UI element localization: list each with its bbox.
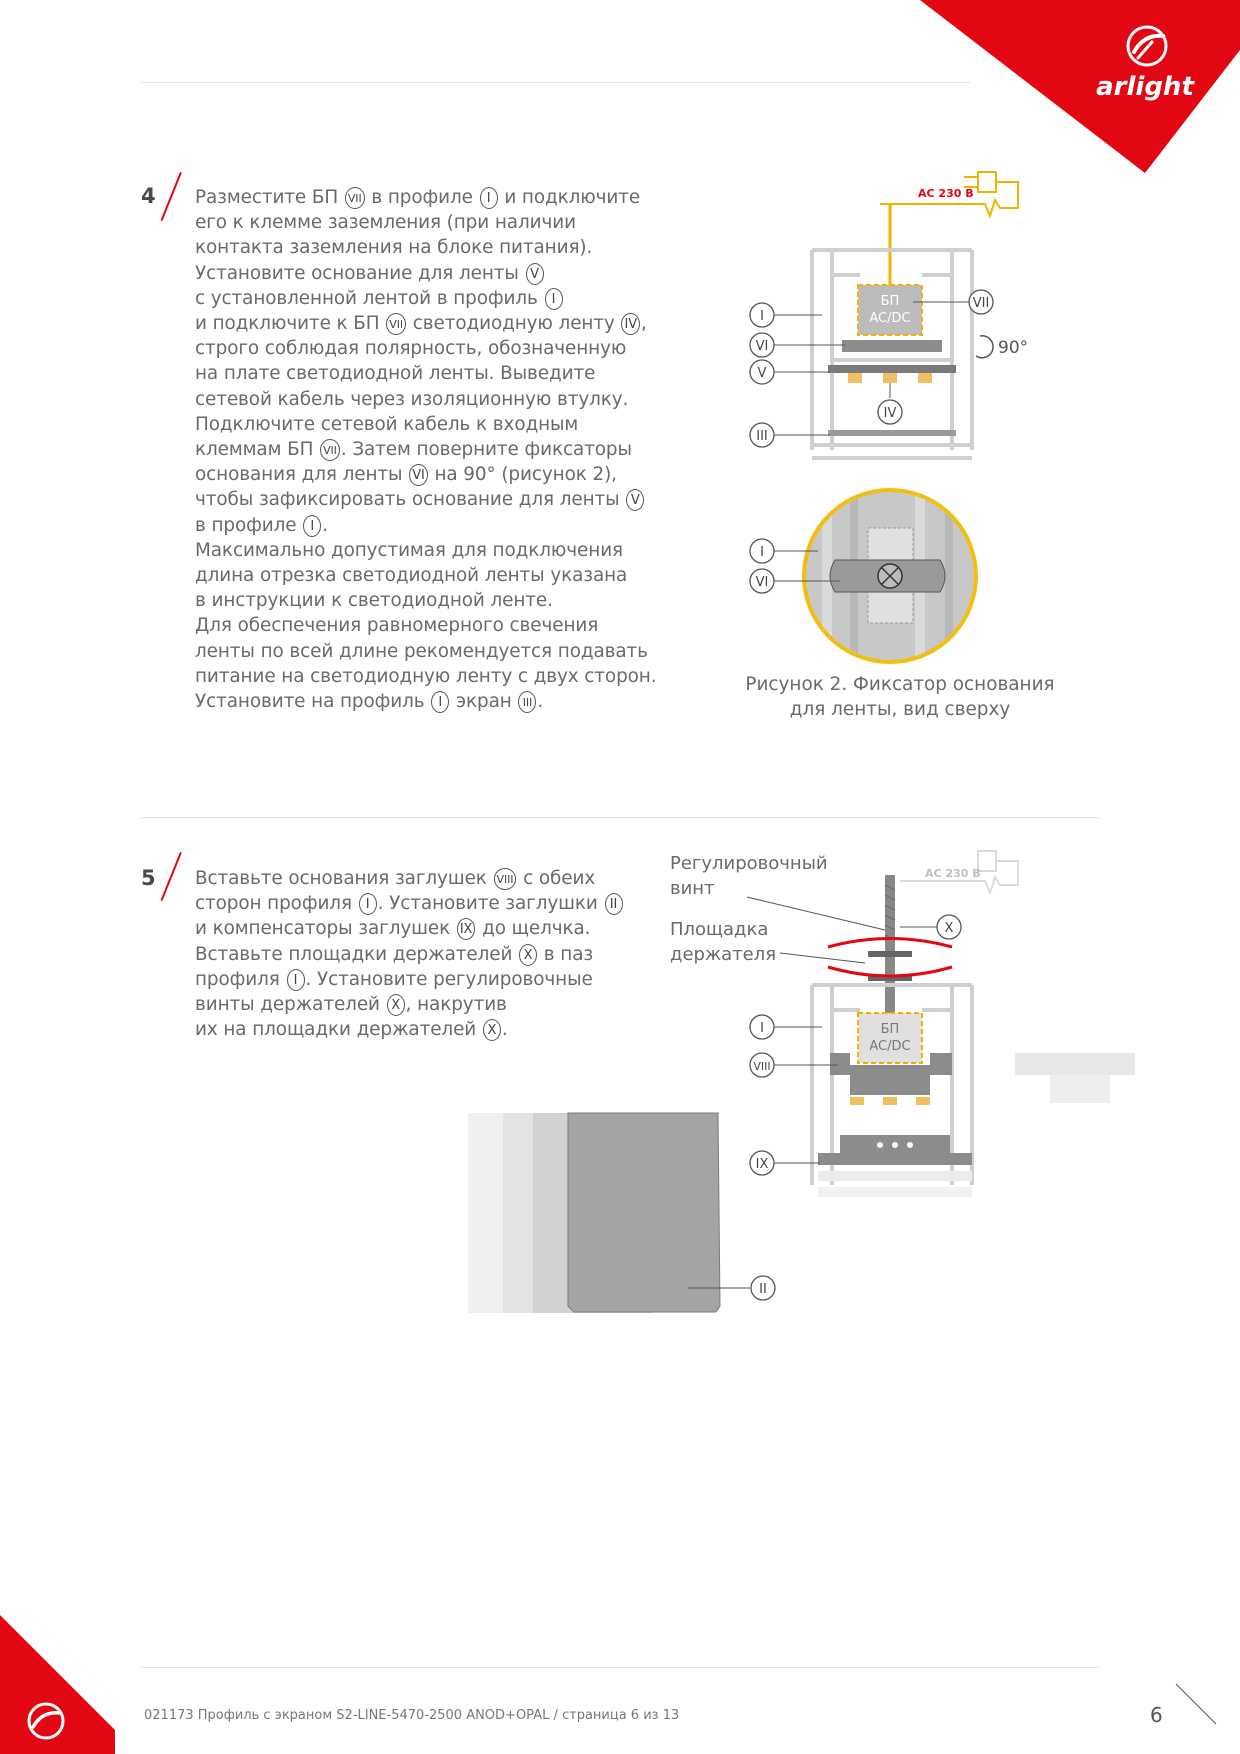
marker-I: I	[760, 1021, 764, 1036]
roman-numeral-marker: VI	[409, 464, 428, 486]
brand-corner	[920, 0, 1240, 175]
text-line: в инструкции к светодиодной ленте.	[195, 590, 553, 612]
roman-numeral-marker: V	[526, 263, 544, 285]
text-line: Установите на профиль I экран III .	[195, 691, 544, 713]
text-line: ленты по всей длине рекомендуется подавать	[195, 640, 648, 662]
marker-IV: IV	[883, 406, 897, 421]
roman-numeral-marker: I	[545, 288, 563, 310]
text-line: Разместите БП VII в профиле I и подключите	[195, 187, 641, 208]
step-slash-4	[161, 172, 182, 221]
text-line: Подключите сетевой кабель к входным	[195, 413, 579, 435]
text-line: основания для ленты VI на 90° (рисунок 2),	[195, 464, 617, 486]
pad-label: Площадка держателя	[670, 919, 777, 965]
roman-numeral-marker: V	[626, 489, 644, 511]
ac-voltage-label: AC 230 В	[918, 187, 974, 200]
marker-V: V	[757, 366, 767, 381]
text-line: сторон профиля I . Установите заглушки II	[195, 891, 624, 916]
text-line: Максимально допустимая для подключения	[195, 539, 624, 561]
step-number-4: 4	[141, 184, 156, 208]
step5-text	[195, 866, 624, 1042]
roman-numeral-marker: VII	[345, 187, 365, 209]
roman-numeral-marker: I	[359, 893, 377, 915]
fig2-marker-I: I	[760, 545, 764, 560]
text-line: Установите основание для ленты V	[195, 261, 656, 286]
marker-VI: VI	[755, 339, 769, 354]
psu-label-2: AC/DC	[869, 311, 911, 326]
screw-label: Регулировочный винт	[670, 853, 828, 899]
psu-block	[858, 285, 922, 335]
ac-voltage-label-faded: AC 230 В	[925, 867, 981, 880]
psu-label-2: AC/DC	[869, 1039, 911, 1054]
text-line: контакта заземления на блоке питания).	[195, 237, 593, 259]
text-line: сетевой кабель через изоляционную втулку.	[195, 388, 629, 410]
text-line: с установленной лентой в профиль I	[195, 286, 656, 311]
step4-profile-diagram	[740, 160, 1060, 470]
marker-I: I	[760, 309, 764, 324]
roman-numeral-marker: X	[387, 994, 405, 1016]
end-cap-ii	[568, 1113, 720, 1312]
text-line: профиля I . Установите регулировочные	[195, 968, 593, 990]
top-rule	[140, 82, 970, 83]
marker-VII: VII	[972, 296, 990, 311]
section-divider	[140, 817, 1100, 818]
roman-numeral-marker: I	[431, 691, 449, 713]
marker-II: II	[759, 1282, 767, 1297]
end-cap-panel	[468, 1110, 788, 1320]
text-line: клеммам БП VII . Затем поверните фиксаторы	[195, 439, 632, 461]
fig2-marker-VI: VI	[755, 575, 769, 590]
rotation-label: 90°	[998, 338, 1029, 358]
roman-numeral-marker: IV	[621, 313, 640, 335]
text-line: и подключите к БП VII светодиодную ленту IV ,	[195, 313, 647, 335]
text-line: в профиле I .	[195, 514, 328, 536]
text-line: питание на светодиодную ленту с двух сторон.	[195, 665, 657, 687]
text-line: его к клемме заземления (при наличии	[195, 212, 576, 234]
text-line: Вставьте основания заглушек VIII с обеих	[195, 868, 596, 889]
marker-X: X	[944, 921, 954, 936]
roman-numeral-marker: IX	[457, 918, 476, 940]
step-number-5: 5	[141, 866, 156, 890]
marker-VIII: VIII	[753, 1060, 771, 1073]
text-line: и компенсаторы заглушек IX до щелчка.	[195, 918, 591, 940]
roman-numeral-marker: I	[287, 969, 305, 991]
roman-numeral-marker: II	[605, 893, 623, 915]
text-line: чтобы зафиксировать основание для ленты V	[195, 487, 656, 512]
step4-text	[195, 185, 656, 714]
psu-label-1: БП	[880, 1022, 900, 1037]
text-line: их на площадки держателей X .	[195, 1019, 508, 1041]
text-line: Для обеспечения равномерного свечения	[195, 615, 599, 637]
arlight-logo-text: arlight	[1096, 72, 1194, 102]
compensator	[818, 1135, 972, 1165]
text-line: длина отрезка светодиодной ленты указана	[195, 565, 628, 587]
text-line: винты держателей X , накрутив	[195, 994, 507, 1016]
figure2-detail	[740, 488, 990, 668]
psu-label-1: БП	[880, 294, 900, 309]
figure2-caption: Рисунок 2. Фиксатор основания для ленты, вид сверху	[745, 674, 1055, 720]
profile-outline	[812, 250, 972, 458]
roman-numeral-marker: VIII	[494, 868, 517, 890]
rotate-arrow-icon	[976, 336, 993, 358]
marker-III: III	[756, 429, 768, 444]
page-number: 6	[1150, 1703, 1163, 1727]
roman-numeral-marker: VII	[386, 313, 406, 335]
footer-brand-corner	[0, 1615, 120, 1754]
text-line: Вставьте площадки держателей X в паз	[195, 943, 594, 965]
text-line: строго соблюдая полярность, обозначенную	[195, 338, 627, 360]
page-number-slash	[1172, 1680, 1222, 1730]
text-line: на плате светодиодной ленты. Выведите	[195, 363, 596, 385]
psu-block	[858, 1013, 922, 1063]
marker-IX: IX	[755, 1157, 769, 1172]
roman-numeral-marker: I	[303, 515, 321, 537]
tape-base	[842, 340, 942, 352]
step-slash-5	[161, 852, 182, 901]
roman-numeral-marker: X	[519, 944, 537, 966]
roman-numeral-marker: I	[480, 187, 498, 209]
roman-numeral-marker: X	[483, 1019, 501, 1041]
label-leaders	[740, 880, 900, 990]
footer-rule	[140, 1667, 1100, 1668]
footer-document-info: 021173 Профиль с экраном S2-LINE-5470-2500 ANOD+OPAL / страница 6 из 13	[144, 1708, 680, 1723]
screen-bar	[828, 430, 956, 436]
roman-numeral-marker: III	[518, 691, 536, 713]
end-cap-faded	[1015, 1053, 1135, 1103]
roman-numeral-marker: VII	[320, 439, 340, 461]
